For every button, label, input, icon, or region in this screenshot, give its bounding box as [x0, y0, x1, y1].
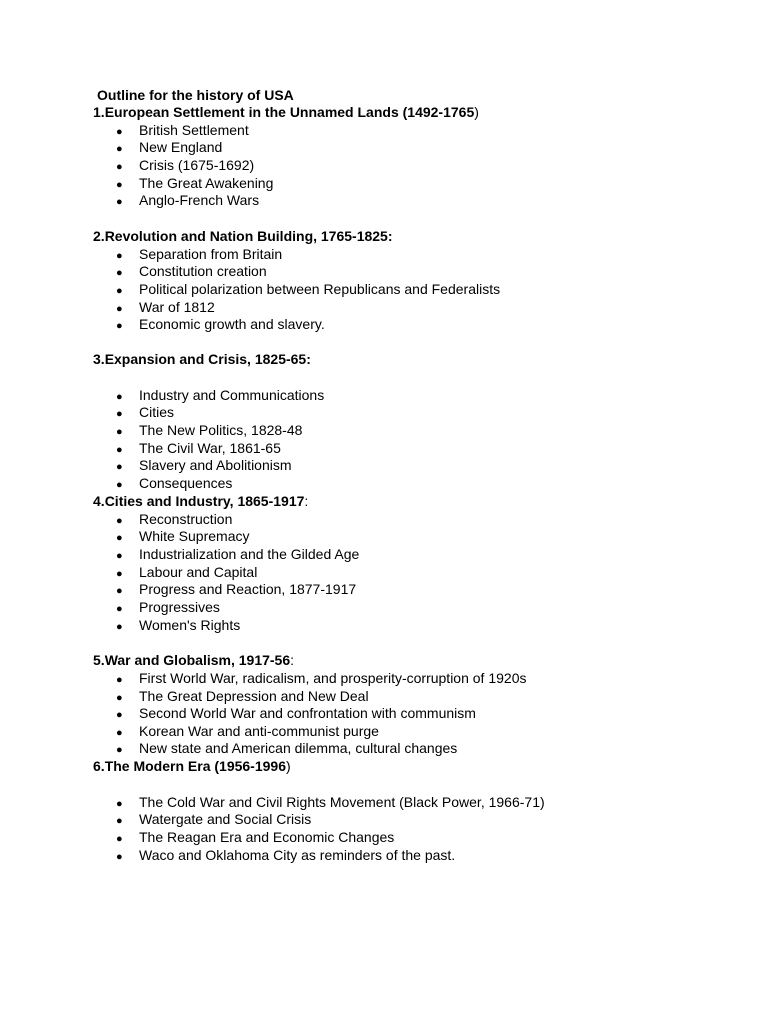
list-item: [116, 581, 356, 600]
section-number: 6.: [93, 758, 105, 774]
list-item-text: Reconstruction: [139, 511, 233, 527]
list-item: [116, 281, 500, 300]
list-item-text: Labour and Capital: [139, 564, 258, 580]
list-item-text: Watergate and Social Crisis: [139, 811, 312, 827]
list-item-text: Cities: [139, 404, 175, 420]
list-item-text: Consequences: [139, 475, 233, 491]
document-title: Outline for the history of USA: [97, 87, 294, 103]
list-item: [116, 139, 222, 158]
bullet-icon: ●: [116, 196, 123, 208]
bullet-icon: ●: [116, 585, 123, 597]
section-heading-text: European Settlement in the Unnamed Lands (1492-1765: [104, 104, 475, 120]
list-item-text: The Great Awakening: [139, 175, 274, 191]
section-heading-2: [93, 228, 393, 245]
section-heading-text: Cities and Industry, 1865-1917: [104, 493, 305, 509]
list-item: [116, 528, 249, 547]
list-item: [116, 263, 267, 282]
bullet-icon: ●: [116, 303, 123, 315]
bullet-icon: ●: [116, 285, 123, 297]
list-item: [116, 829, 394, 848]
list-item-text: White Supremacy: [139, 528, 250, 544]
list-item-text: Slavery and Abolitionism: [139, 457, 292, 473]
list-item-text: Crisis (1675-1692): [139, 157, 255, 173]
bullet-icon: ●: [116, 815, 123, 827]
list-item-text: The Civil War, 1861-65: [139, 440, 281, 456]
list-item: [116, 457, 292, 476]
bullet-icon: ●: [116, 444, 123, 456]
list-item-text: Separation from Britain: [139, 246, 283, 262]
section-number: 3.: [93, 351, 105, 367]
list-item-text: Industrialization and the Gilded Age: [139, 546, 360, 562]
list-item: [116, 546, 359, 565]
bullet-icon: ●: [116, 727, 123, 739]
list-item: [116, 316, 325, 335]
list-item-text: Constitution creation: [139, 263, 267, 279]
list-item: [116, 670, 526, 689]
bullet-icon: ●: [116, 709, 123, 721]
list-item: [116, 847, 455, 866]
section-heading-suffix: :: [304, 493, 309, 509]
list-item-text: Economic growth and slavery.: [139, 316, 325, 332]
section-heading-1: [93, 104, 479, 121]
bullet-icon: ●: [116, 621, 123, 633]
bullet-icon: ●: [116, 320, 123, 332]
section-number: 2.: [93, 228, 105, 244]
bullet-icon: ●: [116, 408, 123, 420]
list-item-text: New state and American dilemma, cultural changes: [139, 740, 458, 756]
bullet-icon: ●: [116, 461, 123, 473]
list-item-text: Progressives: [139, 599, 220, 615]
bullet-icon: ●: [116, 550, 123, 562]
section-heading-6: [93, 758, 291, 775]
bullet-icon: ●: [116, 391, 123, 403]
bullet-icon: ●: [116, 161, 123, 173]
bullet-icon: ●: [116, 833, 123, 845]
bullet-icon: ●: [116, 532, 123, 544]
list-item-text: New England: [139, 139, 223, 155]
list-item: [116, 617, 240, 636]
list-item-text: War of 1812: [139, 299, 215, 315]
list-item: [116, 157, 254, 176]
list-item-text: Political polarization between Republicans and Federalists: [139, 281, 501, 297]
section-heading-text: The Modern Era (1956-1996: [104, 758, 286, 774]
section-heading-4: [93, 493, 308, 510]
list-item-text: Industry and Communications: [139, 387, 325, 403]
list-item-text: Second World War and confrontation with communism: [139, 705, 476, 721]
bullet-icon: ●: [116, 603, 123, 615]
bullet-icon: ●: [116, 479, 123, 491]
list-item: [116, 192, 259, 211]
list-item: [116, 599, 220, 618]
bullet-icon: ●: [116, 267, 123, 279]
bullet-icon: ●: [116, 126, 123, 138]
section-heading-suffix: ): [474, 104, 479, 120]
list-item-text: Women's Rights: [139, 617, 241, 633]
list-item: [116, 705, 476, 724]
bullet-icon: ●: [116, 674, 123, 686]
list-item: [116, 404, 174, 423]
list-item-text: British Settlement: [139, 122, 249, 138]
list-item-text: Korean War and anti-communist purge: [139, 723, 379, 739]
section-heading-3: [93, 351, 311, 368]
section-heading-suffix: ): [285, 758, 291, 774]
bullet-icon: ●: [116, 744, 123, 756]
list-item-text: The New Politics, 1828-48: [139, 422, 303, 438]
bullet-icon: ●: [116, 426, 123, 438]
list-item: [116, 740, 457, 759]
section-heading-5: [93, 652, 294, 669]
list-item-text: The Cold War and Civil Rights Movement (Black Power, 1966-71): [139, 794, 545, 810]
list-item-text: The Reagan Era and Economic Changes: [139, 829, 395, 845]
list-item: [116, 475, 232, 494]
section-number: 4.: [93, 493, 105, 509]
bullet-icon: ●: [116, 692, 123, 704]
bullet-icon: ●: [116, 798, 123, 810]
list-item-text: Progress and Reaction, 1877-1917: [139, 581, 357, 597]
list-item-text: First World War, radicalism, and prosperity-corruption of 1920s: [139, 670, 527, 686]
section-heading-text: Expansion and Crisis, 1825-65:: [104, 351, 311, 367]
bullet-icon: ●: [116, 143, 123, 155]
section-heading-text: War and Globalism, 1917-56: [104, 652, 291, 668]
list-item-text: Waco and Oklahoma City as reminders of the past.: [139, 847, 456, 863]
section-number: 5.: [93, 652, 105, 668]
section-heading-suffix: :: [290, 652, 295, 668]
list-item-text: Anglo-French Wars: [139, 192, 260, 208]
bullet-icon: ●: [116, 179, 123, 191]
bullet-icon: ●: [116, 568, 123, 580]
list-item-text: The Great Depression and New Deal: [139, 688, 369, 704]
bullet-icon: ●: [116, 250, 123, 262]
list-item: [116, 811, 311, 830]
bullet-icon: ●: [116, 851, 123, 863]
list-item: [116, 422, 302, 441]
section-heading-text: Revolution and Nation Building, 1765-1825:: [104, 228, 393, 244]
bullet-icon: ●: [116, 515, 123, 527]
section-number: 1.: [93, 104, 105, 120]
